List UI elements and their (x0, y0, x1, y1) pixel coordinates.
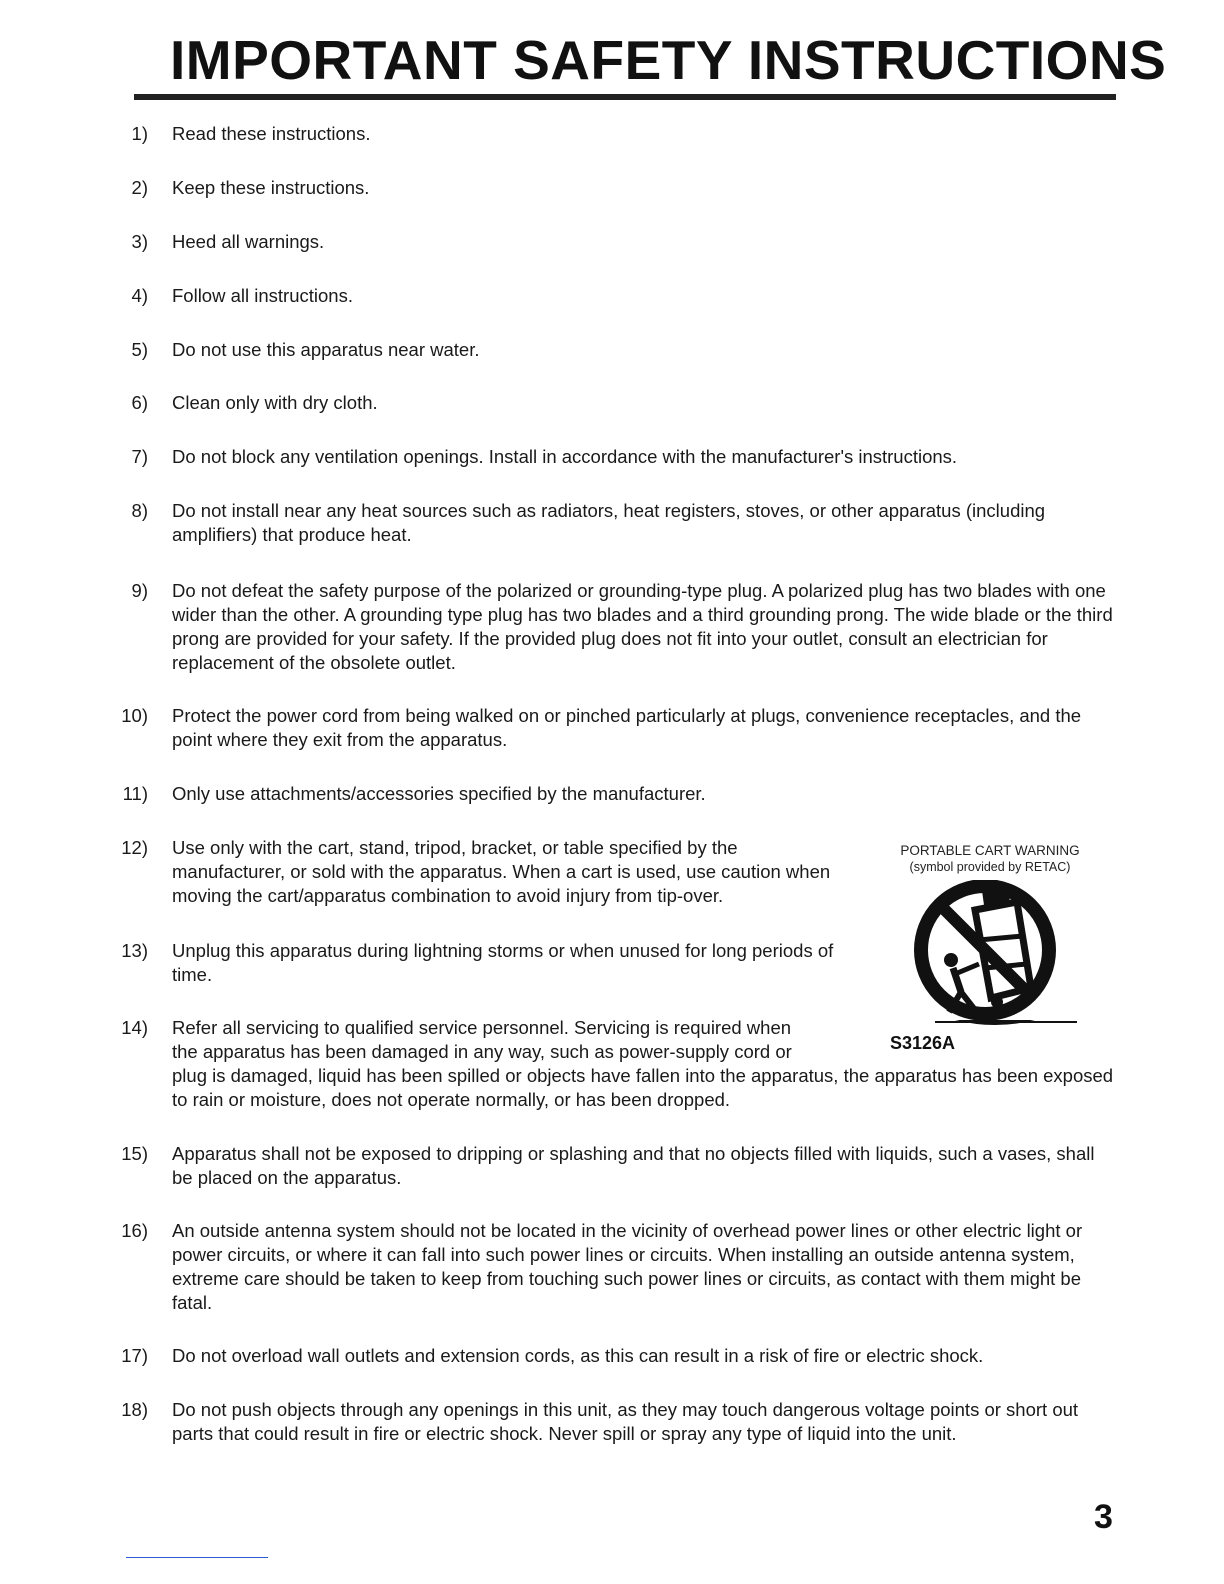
cart-warning-code: S3126A (890, 1033, 956, 1053)
item-text: Protect the power cord from being walked on or pinched particularly at plugs, convenience receptacles, and the point where they exit from the apparatus. (172, 705, 1082, 750)
item-number: 6) (131, 392, 148, 413)
item-number: 4) (131, 285, 148, 306)
item-number: 10) (121, 705, 148, 726)
item-text: Apparatus shall not be exposed to dripping or splashing and that no objects filled with liquids, such a vases, shall be placed on the apparatus. (172, 1143, 1095, 1188)
item-number: 11) (122, 783, 148, 804)
item-number: 1) (131, 123, 148, 144)
item-text: Heed all warnings. (172, 231, 325, 252)
item-text: Do not overload wall outlets and extension cords, as this can result in a risk of fire or electric shock. (172, 1345, 984, 1366)
cart-warning-label: PORTABLE CART WARNING (900, 843, 1080, 858)
item-number: 17) (121, 1345, 148, 1366)
item-text: Do not install near any heat sources such as radiators, heat registers, stoves, or other apparatus (including amplifiers) that produce heat. (172, 500, 1046, 545)
title-divider (134, 94, 1116, 100)
item-text: Read these instructions. (172, 123, 371, 144)
item-text: Do not block any ventilation openings. Install in accordance with the manufacturer's instructions. (172, 446, 958, 467)
item-number: 15) (121, 1143, 148, 1164)
item-number: 2) (131, 177, 148, 198)
item-number: 7) (131, 446, 148, 467)
item-number: 14) (121, 1017, 148, 1038)
item-text: Clean only with dry cloth. (172, 392, 378, 413)
item-text: Do not defeat the safety purpose of the polarized or grounding-type plug. A polarized plug has two blades with one wider than the other. A grounding type plug has two blades and a third grounding prong. The wide blade or the third prong are provided for your safety. If the provided plug does not fit into your outlet, consult an electrician for replacement of the obsolete outlet. (172, 580, 1113, 673)
item-text: Do not use this apparatus near water. (172, 339, 480, 360)
item-number: 9) (131, 580, 148, 601)
item-number: 3) (131, 231, 148, 252)
item-text: Keep these instructions. (172, 177, 370, 198)
item-text: Do not push objects through any openings in this unit, as they may touch dangerous voltage points or short out parts that could result in fire or electric shock. Never spill or spray any type of liquid into the unit. (172, 1399, 1079, 1444)
item-number: 8) (131, 500, 148, 521)
item-number: 5) (131, 339, 148, 360)
item-text: An outside antenna system should not be located in the vicinity of overhead power lines or other electric light or power circuits, or where it can fall into such power lines or circuits. When installing an outside antenna system, extreme care should be taken to keep from touching such power lines or circuits, as contact with them might be fatal. (172, 1220, 1083, 1313)
item-number: 18) (121, 1399, 148, 1420)
cart-warning-sublabel: (symbol provided by RETAC) (909, 860, 1071, 874)
item-text: Unplug this apparatus during lightning storms or when unused for long periods of time. (172, 940, 834, 985)
no-cart-tipping-icon (905, 880, 1080, 1030)
item-text: Only use attachments/accessories specified by the manufacturer. (172, 783, 706, 804)
item-number: 12) (121, 837, 148, 858)
item-text-line: Refer all servicing to qualified service personnel. Servicing is required when (172, 1017, 792, 1038)
item-text-line: the apparatus has been damaged in any way, such as power-supply cord or (172, 1041, 792, 1062)
item-text (172, 1016, 1117, 1112)
item-text-rest: plug is damaged, liquid has been spilled or objects have fallen into the apparatus, the apparatus has been exposed to rain or moisture, does not operate normally, or has been dropped. (172, 1065, 1114, 1110)
page-title: IMPORTANT SAFETY INSTRUCTIONS (170, 29, 1167, 91)
item-text: Follow all instructions. (172, 285, 353, 306)
footer-rule (126, 1557, 268, 1558)
item-text: Use only with the cart, stand, tripod, bracket, or table specified by the manufacturer, or sold with the apparatus. When a cart is used, use caution when moving the cart/apparatus combination to avoid injury from tip-over. (172, 837, 831, 906)
page-number: 3 (1094, 1498, 1113, 1536)
item-number: 13) (121, 940, 148, 961)
item-number: 16) (121, 1220, 148, 1241)
